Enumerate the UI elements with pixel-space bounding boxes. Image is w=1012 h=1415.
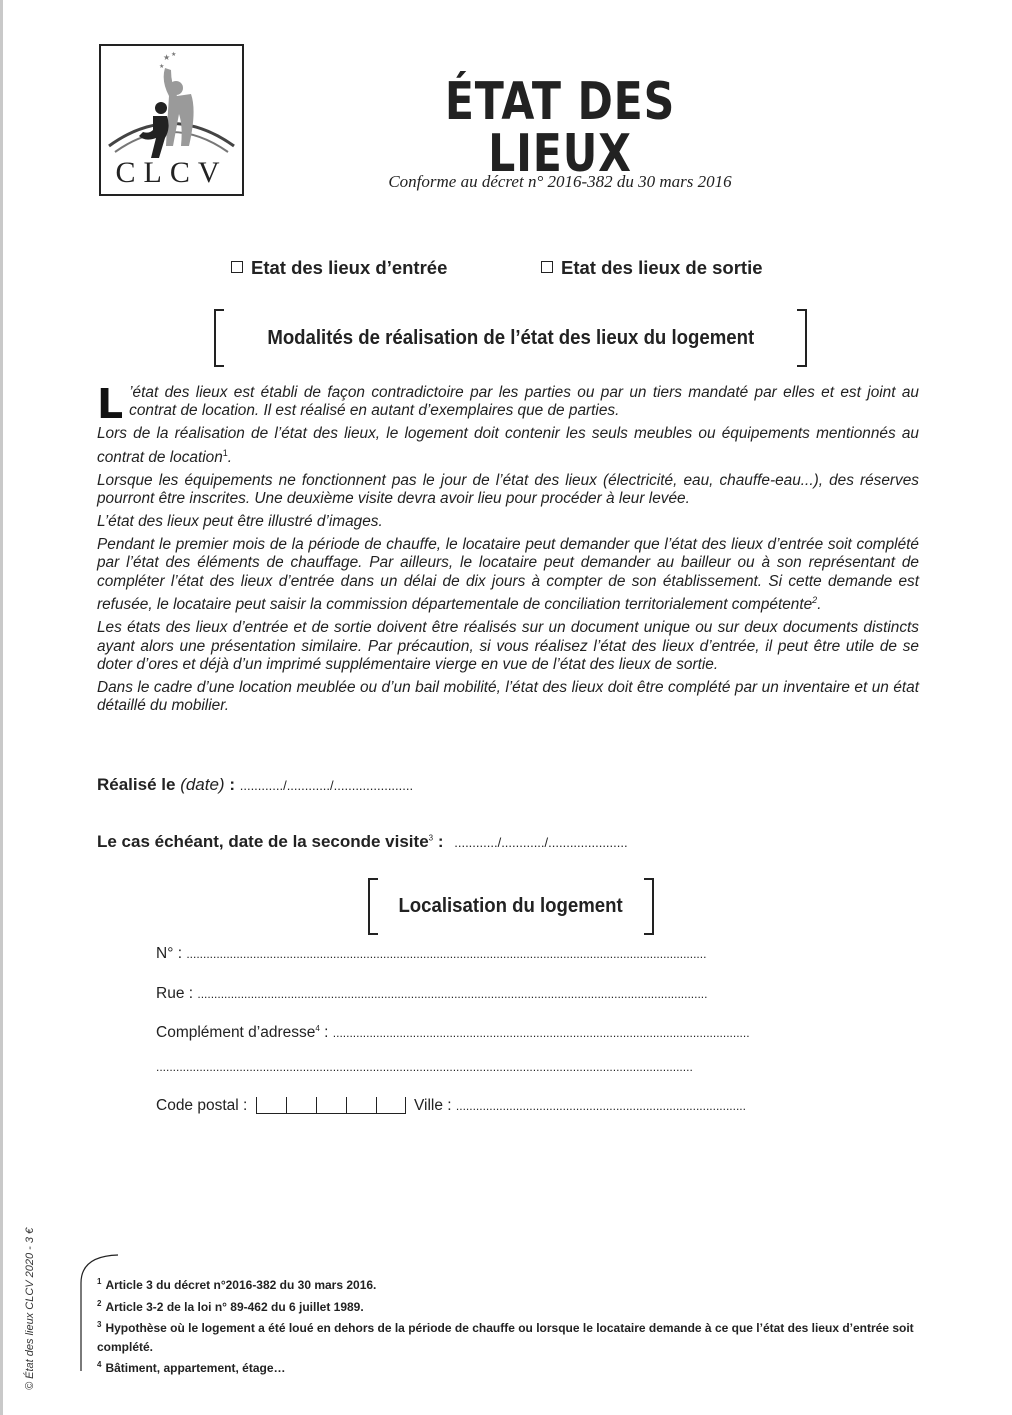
realise-le-label: Réalisé le — [97, 775, 176, 794]
paragraph-2-end: . — [227, 448, 233, 466]
paragraph-5-end: . — [817, 596, 822, 614]
svg-text:★: ★ — [163, 53, 171, 62]
cp-digit-box[interactable] — [256, 1097, 286, 1113]
footnotes — [97, 1273, 927, 1378]
code-postal-boxes[interactable] — [256, 1097, 406, 1114]
checkbox-entree-label: Etat des lieux d’entrée — [251, 257, 448, 278]
cp-digit-box[interactable] — [286, 1097, 316, 1113]
page-subtitle: Conforme au décret n° 2016-382 du 30 mars 2016 — [388, 172, 732, 191]
footnote-ref-4: 4 — [315, 1024, 320, 1033]
footnote-2-number: 2 — [97, 1298, 102, 1308]
dropcap: L — [97, 380, 124, 428]
ville-label: Ville : — [413, 1097, 452, 1114]
section-title-localisation — [368, 878, 654, 935]
paragraph-5-text: Pendant le premier mois de la période de chauffe, le locataire peut demander que l’état des lieux d’entrée soit complété par l’état des éléments de chauffage. Par ailleurs, le locataire peut demander au bailleur ou à son représentant de compléter l’état des lieux d’entrée dans un délai de dix jours à compter de son établissement. Si cette demande est refusée, le locataire peut saisir la commission départementale de conciliation territorialement compétente — [97, 535, 919, 614]
footnote-ref-1: 1 — [222, 447, 228, 458]
paragraph-2-text: Lors de la réalisation de l’état des lieux, le logement doit contenir les seuls meubles ou équipements mentionnés au contrat de location — [97, 425, 919, 466]
numero-field[interactable] — [156, 945, 706, 963]
paragraph-5 — [97, 536, 919, 615]
footnote-1 — [97, 1273, 927, 1295]
section-title-modalites — [214, 309, 807, 367]
svg-text:★: ★ — [171, 52, 177, 58]
seconde-visite-field[interactable] — [97, 832, 628, 852]
realise-le-dots[interactable]: ............/............/...................... — [239, 778, 414, 793]
paragraph-2 — [97, 425, 919, 467]
paragraph-4: L’état des lieux peut être illustré d’images. — [97, 513, 383, 531]
complement-colon: : — [319, 1024, 329, 1042]
footnote-4 — [97, 1356, 927, 1378]
paragraph-1-text: ’état des lieux est établi de façon contradictoire par les parties ou par un tiers mandaté par elles et est joint au contrat de location. Il est réalisé en autant d’exemplaires que de parties. — [129, 384, 919, 420]
section-title-modalites-text: Modalités de réalisation de l’état des lieux du logement — [267, 327, 754, 349]
complement-label: Complément d’adresse — [156, 1024, 316, 1042]
complement-dots[interactable]: ............................................................................................................................. — [332, 1026, 750, 1041]
numero-dots[interactable]: ............................................................................................................................................................ — [186, 947, 707, 961]
footnote-3-text: Hypothèse où le logement a été loué en dehors de la période de chauffe ou lorsque le locataire demande à ce que l’état des lieux d’entrée soit complété. — [97, 1321, 914, 1354]
seconde-colon: : — [433, 832, 444, 851]
copyright-note: © État des lieux CLCV 2020 - 3 € — [24, 1227, 36, 1390]
footnote-2-text: Article 3-2 de la loi n° 89-462 du 6 juillet 1989. — [105, 1299, 364, 1314]
code-postal-label: Code postal : — [156, 1097, 248, 1114]
page-edge — [0, 0, 3, 1415]
checkbox-square-icon[interactable] — [541, 261, 553, 273]
complement-adresse-field[interactable] — [156, 1024, 750, 1042]
ville-dots[interactable]: ....................................................................................... — [455, 1099, 746, 1113]
footnote-1-text: Article 3 du décret n°2016-382 du 30 mars 2016. — [105, 1278, 377, 1292]
section-title-localisation-text: Localisation du logement — [398, 895, 624, 917]
complement-extra-line[interactable] — [156, 1058, 693, 1076]
seconde-visite-dots[interactable]: ............/............/...................... — [454, 835, 628, 850]
seconde-visite-label: Le cas échéant, date de la seconde visite — [97, 832, 429, 851]
footnote-3 — [97, 1316, 927, 1356]
rue-label: Rue : — [156, 985, 194, 1002]
paragraph-1 — [97, 380, 919, 428]
footnote-2 — [97, 1295, 927, 1317]
footnote-ref-3: 3 — [428, 833, 434, 843]
svg-text:★: ★ — [159, 64, 165, 70]
paragraph-7: Dans le cadre d’une location meublée ou d’un bail mobilité, l’état des lieux doit être complété par un inventaire et un état détaillé du mobilier. — [97, 678, 919, 715]
realise-le-field[interactable] — [97, 775, 413, 795]
realise-colon: : — [224, 775, 235, 794]
extra-dots[interactable]: ................................................................................................................................................................. — [156, 1060, 693, 1074]
footnote-3-number: 3 — [97, 1320, 102, 1329]
paragraph-6: Les états des lieux d’entrée et de sortie doivent être réalisés sur un document unique ou sur deux documents distincts ayant alors une présentation similaire. Par précaution, si vous réalisez l’état des lieux d’entrée, il peut être utile de se doter d’ores et déjà d’un imprimé supplémentaire vierge en vue de l’état des lieux de sortie. — [97, 619, 919, 674]
clcv-logo — [99, 44, 244, 196]
paragraph-3: Lorsque les équipements ne fonctionnent pas le jour de l’état des lieux (électricité, eau, chauffe-eau...), des réserves pourront être inscrites. Une deuxième visite devra avoir lieu pour procéder à leur levée. — [97, 471, 919, 508]
date-hint: (date) — [180, 775, 225, 794]
modalites-body — [97, 380, 919, 720]
logo-text: CLCV — [115, 156, 228, 189]
footnote-1-number: 1 — [97, 1277, 102, 1286]
numero-label: N° : — [156, 945, 183, 962]
footnote-4-number: 4 — [97, 1360, 102, 1369]
checkbox-entree[interactable] — [231, 257, 447, 279]
checkbox-square-icon[interactable] — [231, 261, 243, 273]
footnote-ref-2: 2 — [812, 595, 818, 606]
cp-digit-box[interactable] — [316, 1097, 346, 1113]
rue-dots[interactable]: ......................................................................................................................................................... — [197, 987, 708, 1001]
cp-digit-box[interactable] — [376, 1097, 406, 1113]
code-postal-ville-field[interactable] — [156, 1097, 746, 1115]
rue-field[interactable] — [156, 985, 707, 1003]
checkbox-sortie-label: Etat des lieux de sortie — [561, 257, 763, 278]
page-title: ÉTAT DES LIEUX — [444, 72, 676, 184]
cp-digit-box[interactable] — [346, 1097, 376, 1113]
checkbox-sortie[interactable] — [541, 257, 763, 279]
footnote-4-text: Bâtiment, appartement, étage… — [105, 1361, 286, 1375]
